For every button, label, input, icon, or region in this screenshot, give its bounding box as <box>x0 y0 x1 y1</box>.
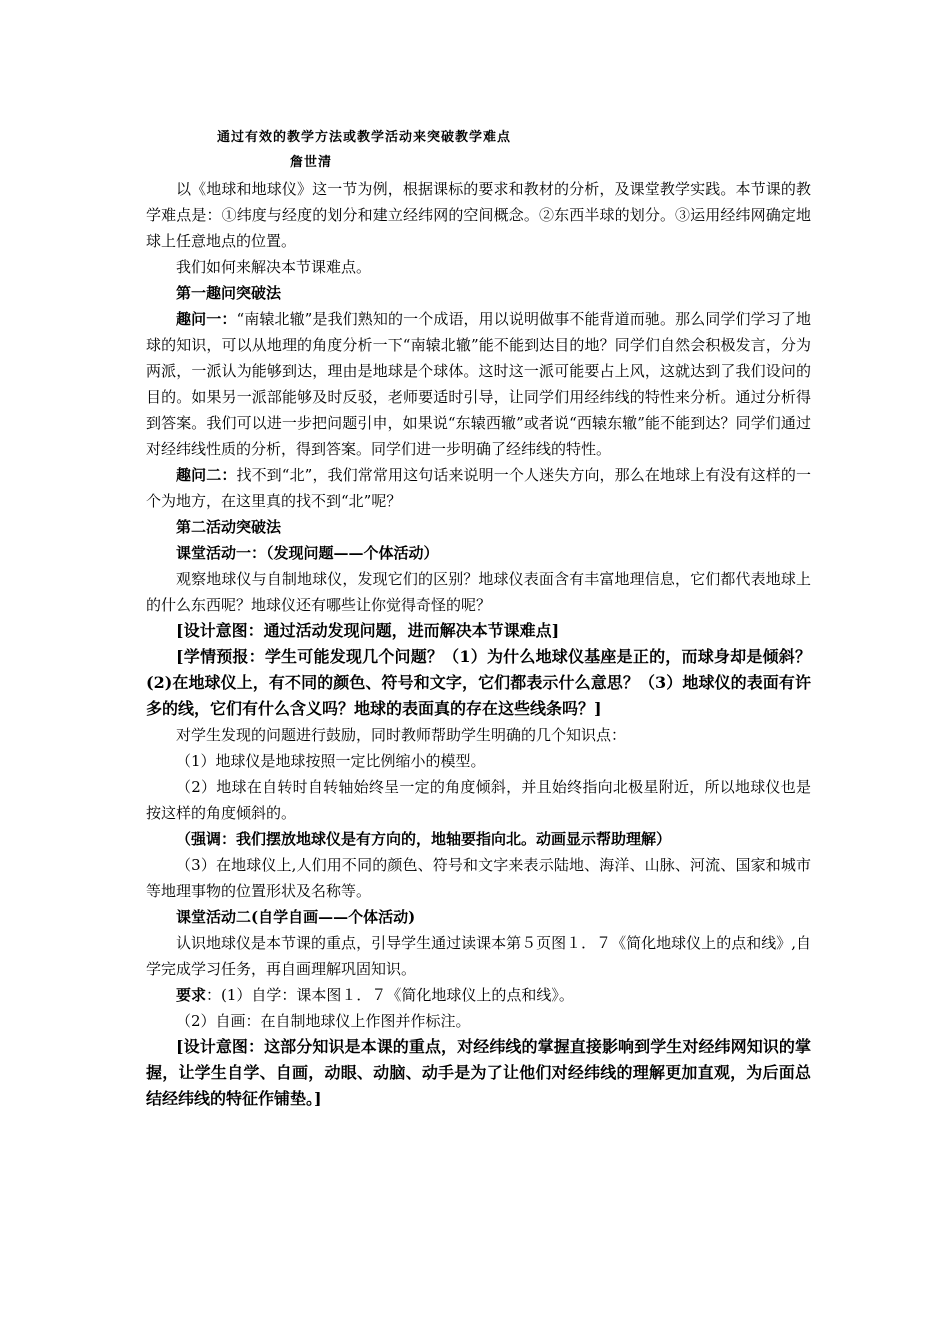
requirement-line-2: （2）自画：在自制地球仪上作图并作标注。 <box>176 1012 471 1030</box>
activity-two-heading: 课堂活动二(自学自画——个体活动) <box>176 908 416 926</box>
activity-one-heading: 课堂活动一：（发现问题——个体活动） <box>176 544 439 562</box>
encourage-paragraph: 对学生发现的问题进行鼓励，同时教师帮助学生明确的几个知识点： <box>176 726 627 744</box>
activity-two-text: 认识地球仪是本节课的重点，引导学生通过读课本第５页图１．７《简化地球仪上的点和线》,自学完成学习任务，再自画理解巩固知识。 <box>146 934 811 978</box>
activity-one-text: 观察地球仪与自制地球仪，发现它们的区别？地球仪表面含有丰富地理信息，它们都代表地球上的什么东西呢？地球仪还有哪些让你觉得奇怪的呢？ <box>146 570 811 614</box>
question-two-paragraph <box>146 462 811 514</box>
forecast-paragraph: [学情预报：学生可能发现几个问题？（1）为什么地球仪基座是正的，而球身却是倾斜？(2)在地球仪上，有不同的颜色、符号和文字，它们都表示什么意思？（3）地球仪的表面有许多的线，它们有什么含义吗？地球的表面真的存在这些线条吗？] <box>146 647 811 718</box>
knowledge-point-2: （2）地球在自转时自转轴始终呈一定的角度倾斜，并且始终指向北极星附近，所以地球仪也是按这样的角度倾斜的。 <box>146 778 811 822</box>
intro-paragraph: 以《地球和地球仪》这一节为例，根据课标的要求和教材的分析，及课堂教学实践。本节课的教学难点是：①纬度与经度的划分和建立经纬网的空间概念。②东西半球的划分。③运用经纬网确定地球上任意地点的位置。 <box>146 180 811 250</box>
emphasis-note: （强调：我们摆放地球仪是有方向的，地轴要指向北。动画显示帮助理解） <box>176 830 672 848</box>
question-two-text: 找不到“北”，我们常常用这句话来说明一个人迷失方向，那么在地球上有没有这样的一个为地方，在这里真的找不到“北”呢？ <box>146 466 811 510</box>
design-intent-one: [设计意图：通过活动发现问题，进而解决本节课难点] <box>176 621 560 640</box>
question-paragraph: 我们如何来解决本节课难点。 <box>176 258 372 276</box>
document-title: 通过有效的教学方法或教学活动来突破教学难点 <box>217 130 512 145</box>
section-heading-2: 第二活动突破法 <box>176 518 282 536</box>
knowledge-point-3: （3）在地球仪上,人们用不同的颜色、符号和文字来表示陆地、海洋、山脉、河流、国家和城市等地理事物的位置形状及名称等。 <box>146 856 811 900</box>
author-name: 詹世清 <box>290 155 333 170</box>
design-intent-two: [设计意图：这部分知识是本课的重点，对经纬线的掌握直接影响到学生对经纬网知识的掌握，让学生自学、自画，动眼、动脑、动手是为了让他们对经纬线的理解更加直观，为后面总结经纬线的特征作铺垫。] <box>146 1037 811 1108</box>
requirement-label: 要求 <box>176 986 207 1004</box>
question-one-paragraph <box>146 306 811 462</box>
requirement-one-text: ：(1）自学：课本图１．７《简化地球仪上的点和线》。 <box>206 986 574 1004</box>
knowledge-point-1: （1）地球仪是地球按照一定比例缩小的模型。 <box>176 752 486 770</box>
question-two-label: 趣问二： <box>176 466 237 484</box>
section-heading-1: 第一趣问突破法 <box>176 284 282 302</box>
requirement-line-1 <box>146 982 811 1008</box>
document-body <box>146 176 811 1112</box>
question-one-text: “南辕北辙”是我们熟知的一个成语，用以说明做事不能背道而驰。那么同学们学习了地球的知识，可以从地理的角度分析一下“南辕北辙”能不能到达目的地？同学们自然会积极发言，分为两派，一派认为能够到达，理由是地球是个球体。这时这一派可能要占上风，这就达到了我们设问的目的。如果另一派部能够及时反驳，老师要适时引导，让同学们用经纬线的特性来分析。通过分析得到答案。我们可以进一步把问题引申，如果说“东辕西辙”或者说“西辕东辙”能不能到达？同学们通过对经纬线性质的分析，得到答案。同学们进一步明确了经纬线的特性。 <box>146 310 811 458</box>
question-one-label: 趣问一： <box>176 310 237 328</box>
